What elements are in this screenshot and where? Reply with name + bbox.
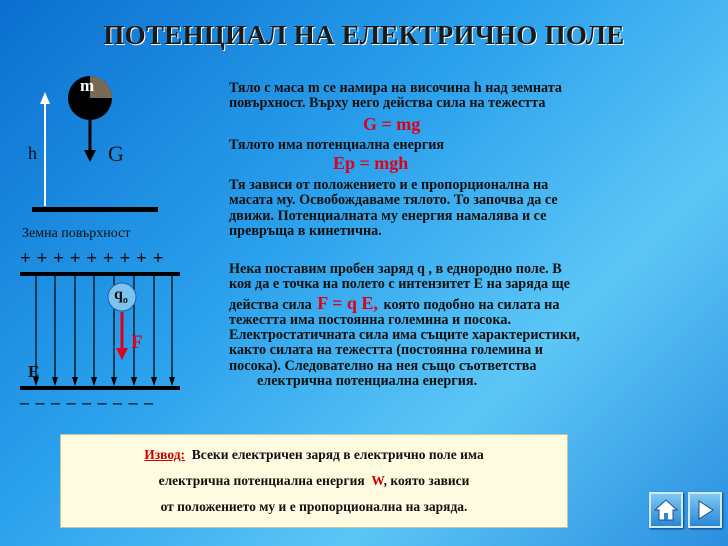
next-button[interactable] (688, 492, 722, 528)
height-label: h (28, 143, 37, 163)
formula-electric-force: F = q E, (317, 292, 378, 313)
page-title: ПОТЕНЦИАЛ НА ЕЛЕКТРИЧНО ПОЛЕ (103, 20, 625, 50)
plus-charges-row: + + + + + + + + + (20, 248, 164, 269)
field-diagram (0, 0, 220, 420)
paragraph-2: Тялото има потенциална енергия (229, 137, 445, 153)
gravity-force-label: G (108, 141, 124, 166)
formula-gravity: G = mg (363, 114, 421, 134)
home-button[interactable] (649, 492, 683, 528)
conclusion-label: Извод: (144, 447, 186, 462)
paragraph-3: Тя зависи от положението и е пропорционална на масата му. Освобождаваме тялото. То започва да се движи. Потенциалната му енергия намалява и се превръща в кинетична. (229, 177, 558, 239)
next-arrow-icon (690, 494, 720, 526)
paragraph-4: Нека поставим пробен заряд q , в еднородно поле. В коя да е точка на полето с интензитет Е на заряда ще действа сила F = q E, която подобно на силата на тежестта има постоянна големина и посока. Електростатичната сила има същите характеристики, както силата на тежестта (постоянна големина и посока). Следователно на нея също съответства електрична потенциална енергия. (229, 261, 580, 390)
electric-force-label: F (131, 332, 143, 353)
ground-label: Земна повърхност (22, 226, 131, 241)
minus-charges-row: – – – – – – – – – (20, 392, 154, 412)
formula-potential-energy: Ep = mgh (333, 153, 409, 173)
paragraph-1: Тяло с маса m се намира на височина h над земната повърхност. Върху него действа сила на тежестта (229, 80, 563, 112)
conclusion-box: Извод: Всеки електричен заряд в електрично поле има електрична потенциална енергия W, която зависи от положението му и е пропорционална на заряда. (60, 434, 568, 528)
mass-label: m (80, 76, 95, 95)
field-label: E (28, 362, 40, 381)
home-icon (651, 494, 681, 526)
charge-label: $q_o$ (114, 286, 128, 307)
